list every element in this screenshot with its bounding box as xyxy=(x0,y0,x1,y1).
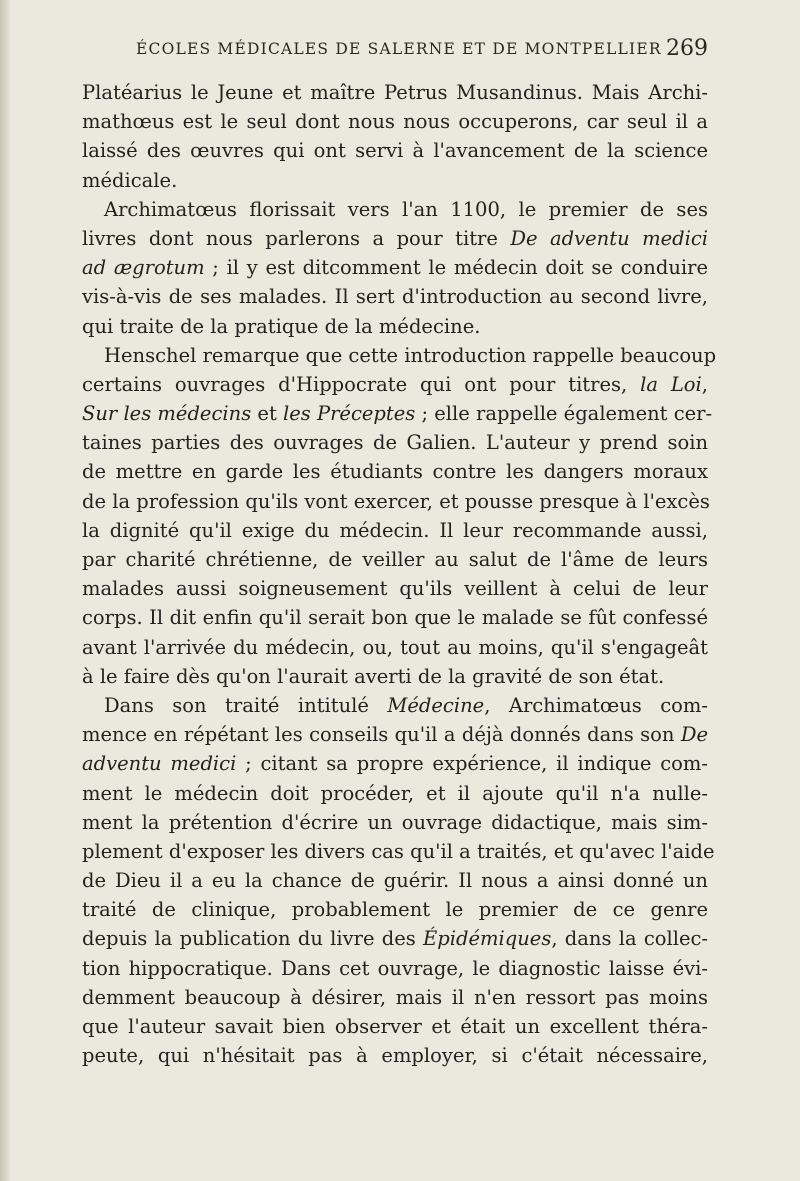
text-line: taines parties des ouvrages de Galien. L'auteur y prend soin xyxy=(82,431,708,455)
text-line: laissé des œuvres qui ont servi à l'avancement de la science xyxy=(82,139,708,163)
text-line: adventu medici ; citant sa propre expérience, il indique com- xyxy=(82,752,708,776)
running-head xyxy=(82,36,708,64)
text-line: de la profession qu'ils vont exercer, et pousse presque à l'excès xyxy=(82,489,710,513)
text-line: avant l'arrivée du médecin, ou, tout au moins, qu'il s'engageât xyxy=(82,635,708,659)
text-line: la dignité qu'il exige du médecin. Il leur recommande aussi, xyxy=(82,518,708,542)
text-line: plement d'exposer les divers cas qu'il a traités, et qu'avec l'aide xyxy=(82,839,715,863)
text-line: ment la prétention d'écrire un ouvrage didactique, mais sim- xyxy=(82,810,708,834)
running-title: ÉCOLES MÉDICALES DE SALERNE ET DE MONTPELLIER xyxy=(136,40,662,58)
text-line: de mettre en garde les étudiants contre les dangers moraux xyxy=(82,460,708,484)
text-line: médicale. xyxy=(82,168,178,192)
text-line: mathœus est le seul dont nous nous occuperons, car seul il a xyxy=(82,110,708,134)
text-line: peute, qui n'hésitait pas à employer, si c'était nécessaire, xyxy=(82,1044,708,1068)
page-number: 269 xyxy=(666,36,708,61)
text-line: Platéarius le Jeune et maître Petrus Musandinus. Mais Archi- xyxy=(82,81,708,104)
text-line: Henschel remarque que cette introduction rappelle beaucoup xyxy=(104,343,717,367)
text-line: tion hippocratique. Dans cet ouvrage, le diagnostic laisse évi- xyxy=(82,956,708,980)
text-line: malades aussi soigneusement qu'ils veillent à celui de leur xyxy=(82,577,708,601)
text-line: Sur les médecins et les Préceptes ; elle rappelle également cer- xyxy=(82,402,713,426)
text-line: par charité chrétienne, de veiller au salut de l'âme de leurs xyxy=(82,548,708,571)
text-line: demment beaucoup à désirer, mais il n'en ressort pas moins xyxy=(82,985,708,1009)
text-line: certains ouvrages d'Hippocrate qui ont pour titres, la Loi, xyxy=(82,372,708,396)
body-text xyxy=(82,78,717,1070)
text-line: que l'auteur savait bien observer et était un excellent théra- xyxy=(82,1015,708,1038)
text-line: ment le médecin doit procéder, et il ajoute qu'il n'a nulle- xyxy=(82,781,708,805)
text-line: traité de clinique, probablement le premier de ce genre xyxy=(82,898,708,922)
text-line: corps. Il dit enfin qu'il serait bon que le malade se fût confessé xyxy=(82,606,708,630)
text-line: Archimatœus florissait vers l'an 1100, le premier de ses xyxy=(104,197,708,221)
text-line: à le faire dès qu'on l'aurait averti de la gravité de son état. xyxy=(82,664,665,688)
text-line: mence en répétant les conseils qu'il a déjà donnés dans son De xyxy=(82,723,708,747)
text-line: de Dieu il a eu la chance de guérir. Il nous a ainsi donné un xyxy=(82,869,708,893)
text-line: depuis la publication du livre des Épidémiques, dans la collec- xyxy=(82,927,709,951)
text-line: livres dont nous parlerons a pour titre De adventu medici xyxy=(82,226,708,250)
text-line: qui traite de la pratique de la médecine. xyxy=(82,314,481,338)
text-line: vis-à-vis de ses malades. Il sert d'introduction au second livre, xyxy=(82,285,708,309)
text-line: ad ægrotum ; il y est ditcomment le médecin doit se conduire xyxy=(82,256,708,280)
book-spine-shadow xyxy=(0,0,10,1181)
text-line: Dans son traité intitulé Médecine, Archimatœus com- xyxy=(104,693,708,717)
